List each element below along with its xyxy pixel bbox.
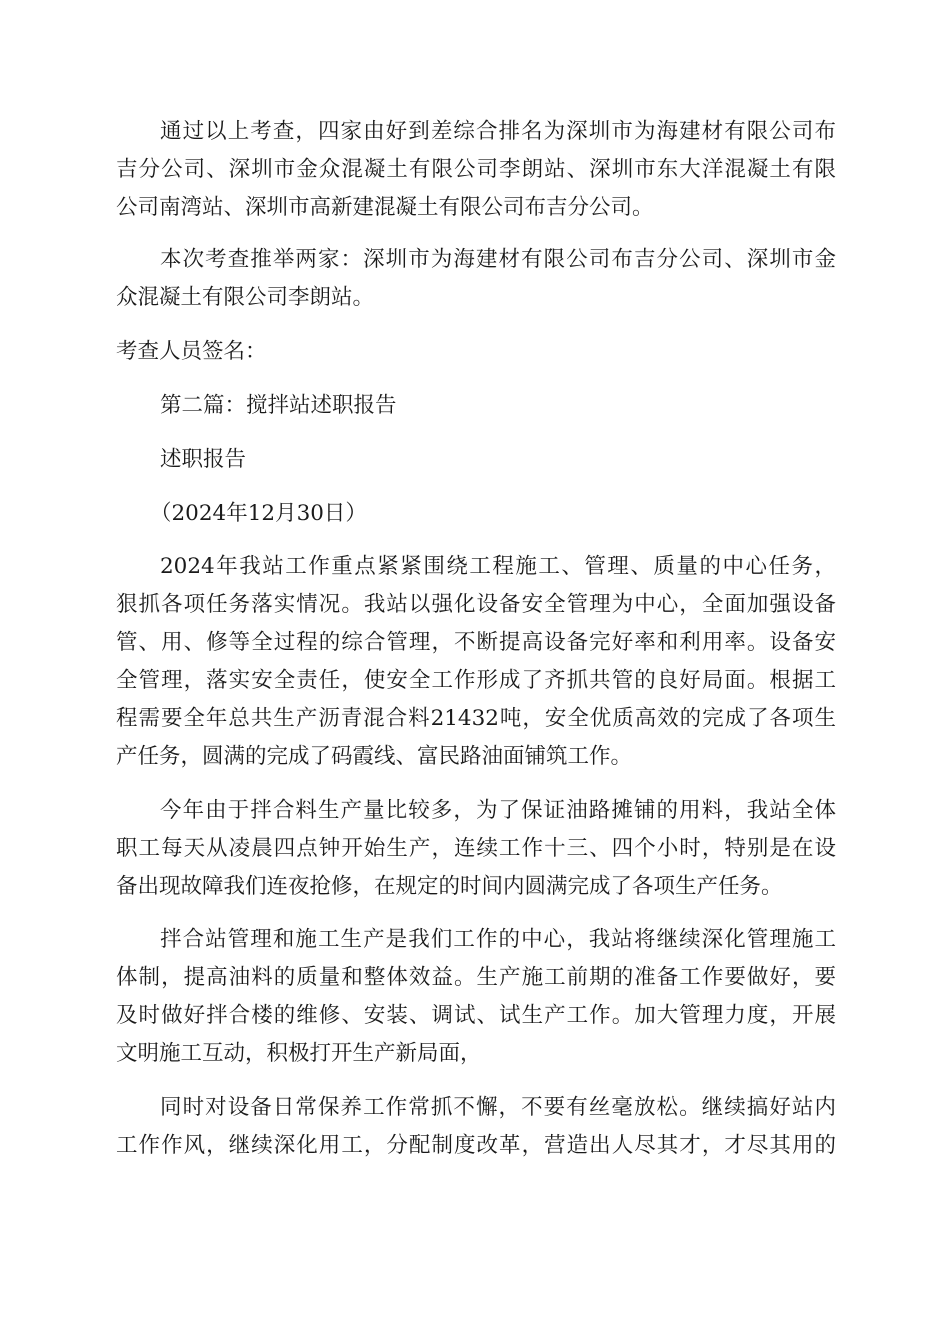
paragraph-10-line-1: 同时对设备日常保养工作常抓不懈，不要有丝毫放松。继续搞好站内	[160, 1095, 836, 1120]
paragraph-9-line-1: 拌合站管理和施工生产是我们工作的中心，我站将继续深化管理施工	[160, 927, 836, 952]
paragraph-1-line-3: 公司南湾站、深圳市高新建混凝土有限公司布吉分公司。	[116, 195, 654, 220]
paragraph-8-line-1: 今年由于拌合料生产量比较多，为了保证油路摊铺的用料，我站全体	[160, 798, 836, 823]
paragraph-7-line-5: 程需要全年总共生产沥青混合料21432吨，安全优质高效的完成了各项生	[116, 706, 836, 731]
report-date: （2024年12月30日）	[150, 501, 367, 526]
paragraph-2-line-1: 本次考查推举两家：深圳市为海建材有限公司布吉分公司、深圳市金	[160, 247, 836, 272]
paragraph-10-line-2: 工作作风，继续深化用工，分配制度改革，营造出人尽其才，才尽其用的	[116, 1133, 836, 1158]
report-title: 述职报告	[160, 447, 247, 472]
paragraph-9-line-3: 及时做好拌合楼的维修、安装、调试、试生产工作。加大管理力度，开展	[116, 1003, 836, 1028]
paragraph-8-line-2: 职工每天从凌晨四点钟开始生产，连续工作十三、四个小时，特别是在设	[116, 836, 836, 861]
paragraph-7-line-2: 狠抓各项任务落实情况。我站以强化设备安全管理为中心，全面加强设备	[116, 592, 836, 617]
paragraph-7-line-1: 2024年我站工作重点紧紧围绕工程施工、管理、质量的中心任务，	[160, 554, 836, 579]
paragraph-2-line-2: 众混凝土有限公司李朗站。	[116, 285, 375, 310]
paragraph-1-line-1: 通过以上考查，四家由好到差综合排名为深圳市为海建材有限公司布	[160, 119, 836, 144]
paragraph-8-line-3: 备出现故障我们连夜抢修，在规定的时间内圆满完成了各项生产任务。	[116, 874, 783, 899]
paragraph-9-line-2: 体制，提高油料的质量和整体效益。生产施工前期的准备工作要做好，要	[116, 965, 836, 990]
paragraph-7-line-6: 产任务，圆满的完成了码霞线、富民路油面铺筑工作。	[116, 744, 633, 769]
paragraph-9-line-4: 文明施工互动，积极打开生产新局面，	[116, 1041, 482, 1066]
paragraph-7-line-4: 全管理，落实安全责任，使安全工作形成了齐抓共管的良好局面。根据工	[116, 668, 836, 693]
paragraph-7-line-3: 管、用、修等全过程的综合管理，不断提高设备完好率和利用率。设备安	[116, 630, 836, 655]
section-heading: 第二篇：搅拌站述职报告	[160, 393, 397, 418]
signature-label: 考查人员签名：	[116, 339, 267, 364]
paragraph-1-line-2: 吉分公司、深圳市金众混凝土有限公司李朗站、深圳市东大洋混凝土有限	[116, 157, 836, 182]
